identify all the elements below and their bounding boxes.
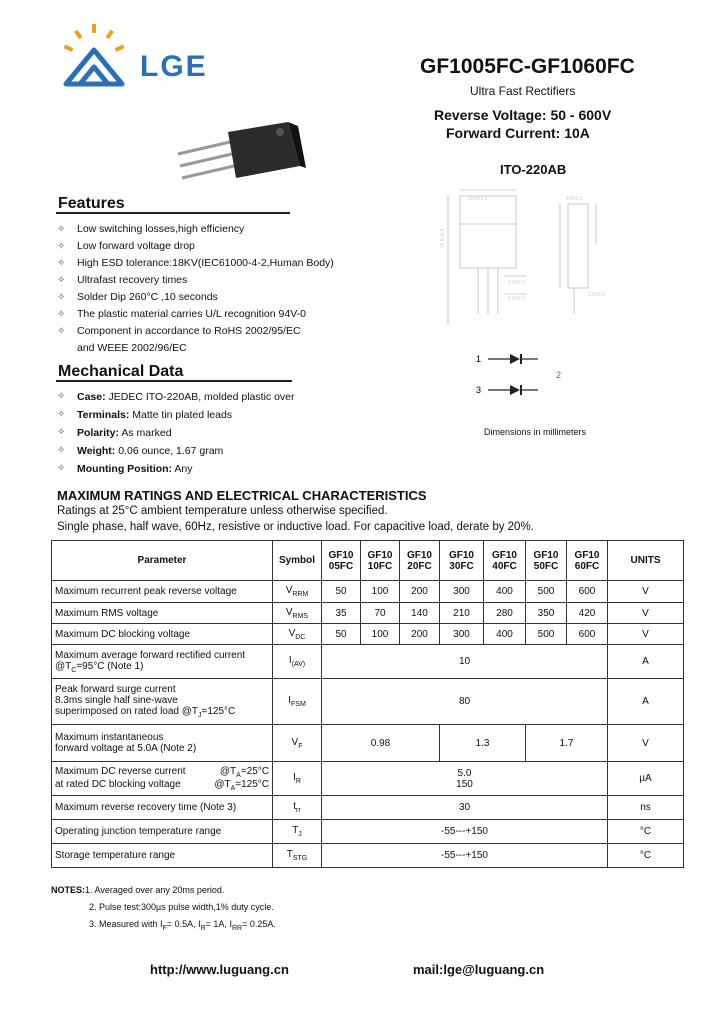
col-parameter: Parameter: [52, 541, 273, 581]
list-item: ✧ Solder Dip 260°C ,10 seconds: [57, 289, 387, 306]
bullet-icon: ✧: [57, 309, 66, 320]
bullet-icon: ✧: [57, 409, 66, 420]
list-item: ✧ Terminals: Matte tin plated leads: [57, 406, 387, 424]
svg-text:1.3±0.2: 1.3±0.2: [508, 280, 525, 286]
col-part: GF10 50FC: [526, 541, 567, 581]
table-row: Maximum recurrent peak reverse voltage $V_{RRM}$ 50 100 200 300 400 500 600 V: [52, 581, 684, 603]
features-list: [57, 221, 387, 357]
component-image: [170, 118, 310, 193]
list-item: and WEEE 2002/96/EC: [77, 342, 187, 354]
bullet-icon: ✧: [57, 241, 66, 252]
brand-name: LGE: [140, 50, 208, 83]
bullet-icon: ✧: [57, 445, 66, 456]
bullet-icon: ✧: [57, 224, 66, 235]
list-item: ✧ Weight: 0.06 ounce, 1.67 gram: [57, 442, 387, 460]
table-header-row: [52, 541, 684, 581]
bullet-icon: ✧: [57, 391, 66, 402]
table-row: Operating junction temperature range $T_J$ -55---+150 °C: [52, 820, 684, 844]
list-item: ✧ Polarity: As marked: [57, 424, 387, 442]
package-outline-diagram: [438, 184, 618, 404]
features-divider: [56, 212, 290, 214]
list-item: ✧ The plastic material carries U/L recognition 94V-0: [57, 306, 387, 323]
package-name: ITO-220AB: [500, 162, 567, 177]
bullet-icon: ✧: [57, 427, 66, 438]
reverse-voltage-spec: Reverse Voltage: 50 - 600V: [434, 107, 612, 123]
table-row: Maximum RMS voltage $V_{RMS}$ 35 70 140 210 280 350 420 V: [52, 603, 684, 624]
ratings-heading: MAXIMUM RATINGS AND ELECTRICAL CHARACTERISTICS: [57, 488, 427, 503]
bullet-icon: ✧: [57, 463, 66, 474]
mechanical-heading: Mechanical Data: [58, 363, 184, 380]
mechanical-divider: [56, 380, 292, 382]
lge-logo-icon: [58, 22, 138, 92]
list-item: ✧ Case: JEDEC ITO-220AB, molded plastic over: [57, 388, 387, 406]
table-row: Storage temperature range $T_{STG}$ -55---+150 °C: [52, 844, 684, 868]
ratings-note-2: Single phase, half wave, 60Hz, resistive or inductive load. For capacitive load, derate by 20%.: [57, 521, 534, 533]
forward-current-spec: Forward Current: 10A: [446, 125, 590, 141]
pin2-label: 2: [556, 370, 562, 380]
ratings-table: [51, 540, 684, 868]
svg-text:0.8±0.1: 0.8±0.1: [508, 296, 525, 302]
table-row: Maximum average forward rectified current $@T_C=95^\circ C$ (Note 1) $I_{(AV)}$ 10 A: [52, 645, 684, 679]
svg-text:10.0±0.3: 10.0±0.3: [468, 196, 488, 202]
features-heading: Features: [58, 195, 125, 212]
table-row: Maximum reverse recovery time (Note 3) $t_{rr}$ 30 ns: [52, 796, 684, 820]
mechanical-list: [57, 388, 387, 478]
bullet-icon: ✧: [57, 275, 66, 286]
part-number-title: GF1005FC-GF1060FC: [420, 55, 635, 78]
notes: NOTES:1. Averaged over any 20ms period. 2. Pulse test:300µs pulse width,1% duty cycle. 3. Measured with $I_F= 0.5A$, $I_R= 1A$, $I_{RR}= 0.25A$.: [51, 885, 276, 932]
transistor-package-icon: [170, 118, 310, 188]
bullet-icon: ✧: [57, 326, 66, 337]
svg-text:2.6±0.2: 2.6±0.2: [588, 292, 605, 298]
dimension-drawing: [438, 184, 618, 409]
svg-text:4.5±0.2: 4.5±0.2: [566, 196, 583, 202]
bullet-icon: ✧: [57, 258, 66, 269]
list-item: ✧ Low switching losses,high efficiency: [57, 221, 387, 238]
list-item: ✧ Mounting Position: Any: [57, 460, 387, 478]
pin3-label: 3: [476, 385, 482, 395]
subtitle: Ultra Fast Rectifiers: [470, 84, 576, 98]
list-item: ✧ High ESD tolerance:18KV(IEC61000-4-2,Human Body): [57, 255, 387, 272]
col-part: GF10 20FC: [400, 541, 440, 581]
table-row: Maximum DC reverse current $@T_A=25^\circ C$ at rated DC blocking voltage $@T_A=125^\circ C$ $I_R$ 5.0 150 µA: [52, 762, 684, 796]
col-part: GF10 60FC: [567, 541, 608, 581]
pin1-label: 1: [476, 354, 482, 364]
email-link[interactable]: mail:lge@luguang.cn: [413, 962, 545, 977]
col-symbol: Symbol: [273, 541, 322, 581]
bullet-icon: ✧: [57, 292, 66, 303]
col-units: UNITS: [608, 541, 684, 581]
table-row: Maximum DC blocking voltage $V_{DC}$ 50 100 200 300 400 500 600 V: [52, 624, 684, 645]
col-part: GF10 30FC: [440, 541, 484, 581]
col-part: GF10 10FC: [361, 541, 400, 581]
table-row: Maximum instantaneous forward voltage at 5.0A (Note 2) $V_F$ 0.98 1.3 1.7 V: [52, 725, 684, 762]
list-item: ✧ Ultrafast recovery times: [57, 272, 387, 289]
ratings-note-1: Ratings at 25°C ambient temperature unless otherwise specified.: [57, 505, 388, 517]
list-item: ✧ Low forward voltage drop: [57, 238, 387, 255]
dimension-caption: Dimensions in millimeters: [484, 427, 587, 437]
col-part: GF10 40FC: [484, 541, 526, 581]
website-link[interactable]: http://www.luguang.cn: [150, 962, 289, 977]
list-item: ✧ Component in accordance to RoHS 2002/95/EC: [57, 323, 387, 340]
table-row: Peak forward surge current 8.3ms single half sine-wave superimposed on rated load $@T_J=125^\circ C$ $I_{FSM}$ 80 A: [52, 679, 684, 725]
svg-text:15.5±0.5: 15.5±0.5: [440, 228, 446, 248]
col-part: GF10 05FC: [322, 541, 361, 581]
